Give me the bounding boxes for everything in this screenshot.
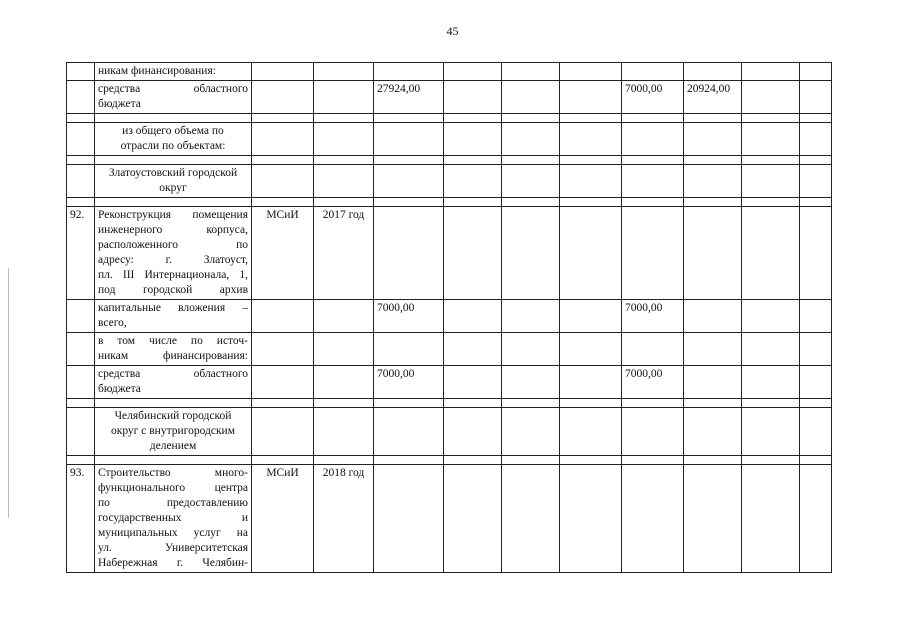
total-cost-cell: 27924,00 <box>374 81 444 114</box>
row-number: 92. <box>67 207 95 300</box>
table-row <box>67 300 832 333</box>
total-cost-cell: 7000,00 <box>374 366 444 399</box>
row-name: средства областного бюджета <box>95 366 252 399</box>
budget-table <box>66 62 832 573</box>
executor-cell: МСиИ <box>252 207 314 300</box>
region-heading: Челябинский городской округ с внутригородским делением <box>95 408 252 456</box>
row-name: никам финансирования: <box>95 63 252 81</box>
row-name: из общего объема по отрасли по объектам: <box>95 123 252 156</box>
value-cell: 7000,00 <box>622 366 684 399</box>
table-spacer-row <box>67 399 832 408</box>
row-name: капитальные вложения – всего, <box>95 300 252 333</box>
table-spacer-row <box>67 114 832 123</box>
row-name: средства областного бюджета <box>95 81 252 114</box>
page-number: 45 <box>446 24 459 38</box>
table-row <box>67 63 832 81</box>
margin-scan-line <box>8 268 9 518</box>
table-row <box>67 123 832 156</box>
table-row <box>67 165 832 198</box>
executor-cell: МСиИ <box>252 465 314 573</box>
table-row <box>67 333 832 366</box>
region-heading: Златоустовский городской округ <box>95 165 252 198</box>
row-name: в том числе по источ- никам финансирования: <box>95 333 252 366</box>
table-row <box>67 366 832 399</box>
table-spacer-row <box>67 456 832 465</box>
value-cell: 7000,00 <box>622 81 684 114</box>
object-name: Реконструкция помещения инженерного корпуса, расположенного по адресу: г. Златоуст, пл. III Интернационала, 1, под городской архив <box>95 207 252 300</box>
value-cell: 20924,00 <box>684 81 742 114</box>
table-row <box>67 408 832 456</box>
value-cell: 7000,00 <box>622 300 684 333</box>
table-row <box>67 81 832 114</box>
table-spacer-row <box>67 198 832 207</box>
table-spacer-row <box>67 156 832 165</box>
total-cost-cell: 7000,00 <box>374 300 444 333</box>
row-number: 93. <box>67 465 95 573</box>
object-name: Строительство много- функционального центра по предоставлению государственных и муниципальных услуг на ул. Университетская Набережная г. Челябин- <box>95 465 252 573</box>
table-row <box>67 465 832 573</box>
year-cell: 2017 год <box>314 207 374 300</box>
year-cell: 2018 год <box>314 465 374 573</box>
table-row <box>67 207 832 300</box>
